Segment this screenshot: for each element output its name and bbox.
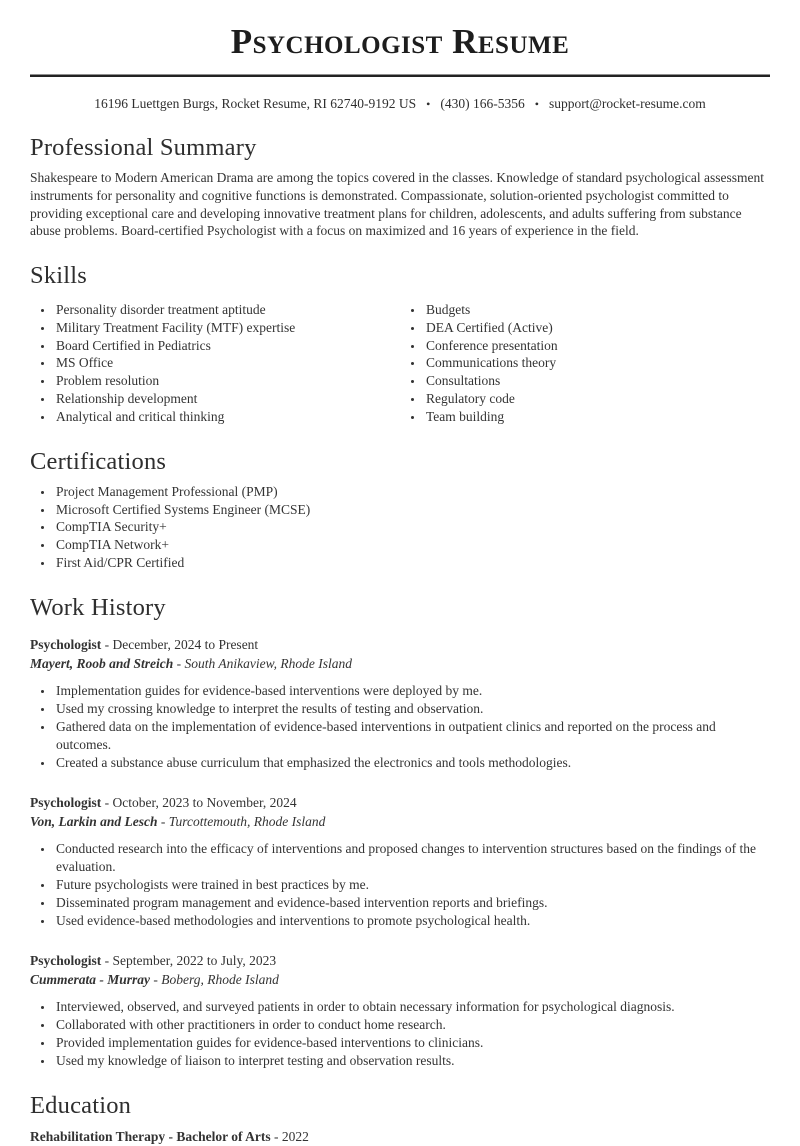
- separator-dash: -: [274, 1129, 279, 1145]
- job-dates: October, 2023 to November, 2024: [112, 794, 297, 810]
- separator-dash: -: [104, 794, 110, 810]
- certification-item: • CompTIA Security+: [54, 518, 770, 536]
- section-heading-professional-summary: Professional Summary: [30, 134, 257, 162]
- contact-separator-bullet: •: [534, 97, 539, 112]
- job-company-line: [30, 812, 770, 831]
- contact-phone: (430) 166-5356: [440, 96, 525, 112]
- job-bullet: • Interviewed, observed, and surveyed patients in order to obtain necessary information for psychological diagnosis.: [54, 998, 770, 1016]
- separator-dash: -: [160, 813, 166, 829]
- certification-item: • CompTIA Network+: [54, 536, 770, 554]
- job-title-line: [30, 635, 770, 654]
- job-company-line: [30, 654, 770, 673]
- skills-column-right: [400, 301, 770, 426]
- contact-email: support@rocket-resume.com: [548, 96, 706, 112]
- resume-title: Psychologist Resume: [230, 22, 570, 61]
- job-bullet: • Gathered data on the implementation of evidence-based interventions in outpatient clinics and reported on the process and outcomes.: [54, 718, 770, 754]
- skill-item: • Analytical and critical thinking: [54, 408, 400, 426]
- job-bullet: • Conducted research into the efficacy of interventions and proposed changes to intervention structures based on the findings of the evaluation.: [54, 840, 770, 876]
- skill-item: • Regulatory code: [424, 390, 770, 408]
- job-entry: [30, 793, 770, 930]
- skill-item: • Team building: [424, 408, 770, 426]
- job-dates: September, 2022 to July, 2023: [112, 952, 277, 968]
- job-title-line: [30, 951, 770, 970]
- certifications-list: [30, 483, 770, 572]
- skill-item: • Problem resolution: [54, 372, 400, 390]
- job-title: Psychologist: [30, 636, 102, 652]
- education-entry: [30, 1127, 770, 1146]
- contact-address: 16196 Luettgen Burgs, Rocket Resume, RI 62740-9192 US: [94, 96, 417, 112]
- section-heading-skills: Skills: [30, 261, 88, 289]
- job-bullet: • Used my crossing knowledge to interpret the results of testing and observation.: [54, 700, 770, 718]
- separator-dash: -: [153, 971, 158, 987]
- job-title: Psychologist: [30, 794, 102, 810]
- skill-item: • Communications theory: [424, 354, 770, 372]
- skill-item: • Board Certified in Pediatrics: [54, 337, 400, 355]
- separator-dash: -: [104, 636, 110, 652]
- job-bullet: • Collaborated with other practitioners in order to conduct home research.: [54, 1016, 770, 1034]
- job-bullet: • Created a substance abuse curriculum that emphasized the electronics and tools methodologies.: [54, 754, 770, 772]
- skill-item: • Budgets: [424, 301, 770, 319]
- job-bullet-list: [30, 682, 770, 772]
- job-location: Boberg, Rhode Island: [161, 971, 279, 987]
- skill-item: • Personality disorder treatment aptitude: [54, 301, 400, 319]
- section-heading-work-history: Work History: [30, 593, 166, 621]
- job-bullet: • Used evidence-based methodologies and interventions to promote psychological health.: [54, 912, 770, 930]
- skill-item: • Consultations: [424, 372, 770, 390]
- job-bullet: • Disseminated program management and evidence-based intervention reports and briefings.: [54, 894, 770, 912]
- education-year: 2022: [281, 1129, 309, 1145]
- skill-item: • DEA Certified (Active): [424, 319, 770, 337]
- skill-item: • MS Office: [54, 354, 400, 372]
- job-bullet: • Future psychologists were trained in best practices by me.: [54, 876, 770, 894]
- job-location: Turcottemouth, Rhode Island: [168, 813, 326, 829]
- job-bullet-list: [30, 998, 770, 1070]
- skills-columns: [30, 297, 770, 426]
- contact-separator-bullet: •: [426, 97, 431, 112]
- job-company-line: [30, 970, 770, 989]
- job-dates: December, 2024 to Present: [112, 636, 259, 652]
- skill-item: • Conference presentation: [424, 337, 770, 355]
- job-bullet: • Implementation guides for evidence-based interventions were deployed by me.: [54, 682, 770, 700]
- separator-dash: -: [104, 952, 110, 968]
- skill-item: • Military Treatment Facility (MTF) expertise: [54, 319, 400, 337]
- contact-line: [30, 96, 770, 112]
- job-entry: [30, 951, 770, 1070]
- section-heading-education: Education: [30, 1091, 132, 1119]
- title-divider: [30, 74, 770, 77]
- professional-summary-text: Shakespeare to Modern American Drama are among the topics covered in the classes. Knowledge of standard psychological assessment instruments for personality and cognitive functions is demonstrated. Compassionate, solution-oriented psychologist committed to providing exceptional care and developing innovative treatment plans for children, adolescents, and adults suffering from substance abuse problems. Board-certified Psychologist with a focus on maximized and 16 years of experience in the field.: [30, 170, 765, 239]
- job-bullet: • Used my knowledge of liaison to interpret testing and observation results.: [54, 1052, 770, 1070]
- certification-item: • Project Management Professional (PMP): [54, 483, 770, 501]
- job-company: Von, Larkin and Lesch: [30, 813, 158, 829]
- job-company: Mayert, Roob and Streich: [30, 655, 174, 671]
- job-company: Cummerata - Murray: [30, 971, 151, 987]
- certification-item: • First Aid/CPR Certified: [54, 554, 770, 572]
- job-bullet: • Provided implementation guides for evidence-based interventions to clinicians.: [54, 1034, 770, 1052]
- education-degree: Rehabilitation Therapy - Bachelor of Arts: [30, 1129, 271, 1145]
- job-location: South Anikaview, Rhode Island: [184, 655, 352, 671]
- section-heading-certifications: Certifications: [30, 447, 167, 475]
- job-entry: [30, 635, 770, 772]
- certification-item: • Microsoft Certified Systems Engineer (MCSE): [54, 501, 770, 519]
- skills-column-left: [30, 301, 400, 426]
- job-title: Psychologist: [30, 952, 102, 968]
- job-bullet-list: [30, 840, 770, 930]
- skill-item: • Relationship development: [54, 390, 400, 408]
- separator-dash: -: [176, 655, 182, 671]
- job-title-line: [30, 793, 770, 812]
